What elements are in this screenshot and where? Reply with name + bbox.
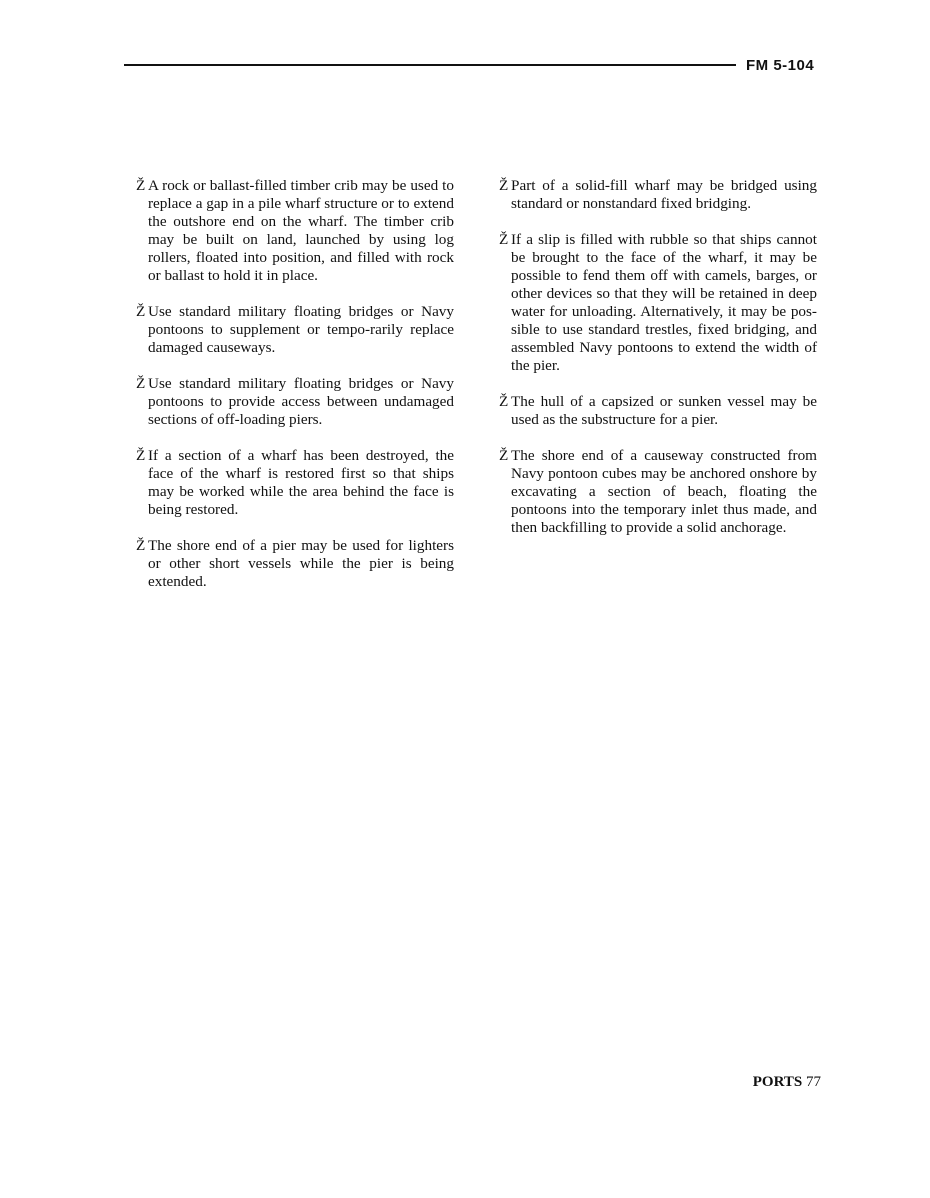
bullet-item bbox=[499, 447, 817, 537]
bullet-item bbox=[499, 231, 817, 375]
bullet-icon: Ž bbox=[136, 303, 146, 320]
bullet-item bbox=[136, 177, 454, 285]
bullet-text: The shore end of a pier may be used for lighters or other short vessels while the pier is being extended. bbox=[148, 537, 454, 590]
bullet-item bbox=[136, 303, 454, 357]
bullet-text: The hull of a capsized or sunken vessel may be used as the substructure for a pier. bbox=[511, 393, 817, 428]
bullet-item bbox=[499, 393, 817, 429]
bullet-icon: Ž bbox=[499, 447, 509, 464]
right-column bbox=[499, 177, 817, 555]
bullet-item bbox=[136, 447, 454, 519]
bullet-icon: Ž bbox=[136, 177, 146, 194]
bullet-text: If a slip is filled with rubble so that ships cannot be brought to the face of the wharf, it may be possible to fend them off with camels, barges, or other devices so that they will be retained in deep water for unloading. Alternatively, it may be pos-sible to use standard trestles, fixed bridging, and assembled Navy pontoons to extend the width of the pier. bbox=[511, 231, 817, 374]
bullet-icon: Ž bbox=[499, 231, 509, 248]
bullet-text: The shore end of a causeway constructed from Navy pontoon cubes may be anchored onshore by excavating a section of beach, floating the pontoons into the temporary inlet thus made, and then backfilling to provide a solid anchorage. bbox=[511, 447, 817, 536]
bullet-item bbox=[499, 177, 817, 213]
bullet-item bbox=[136, 375, 454, 429]
bullet-icon: Ž bbox=[499, 393, 509, 410]
bullet-text: Use standard military floating bridges or Navy pontoons to provide access between undamaged sections of off-loading piers. bbox=[148, 375, 454, 428]
bullet-icon: Ž bbox=[136, 537, 146, 554]
bullet-text: A rock or ballast-filled timber crib may be used to replace a gap in a pile wharf structure or to extend the outshore end on the wharf. The timber crib may be built on land, launched by using log rollers, floated into position, and filled with rock or ballast to hold it in place. bbox=[148, 177, 454, 284]
bullet-icon: Ž bbox=[499, 177, 509, 194]
manual-code: FM 5-104 bbox=[746, 57, 815, 74]
bullet-text: If a section of a wharf has been destroyed, the face of the wharf is restored first so that ships may be worked while the area behind the face is being restored. bbox=[148, 447, 454, 518]
bullet-text: Use standard military floating bridges or Navy pontoons to supplement or tempo-rarily replace damaged causeways. bbox=[148, 303, 454, 356]
bullet-icon: Ž bbox=[136, 375, 146, 392]
header-rule bbox=[124, 64, 736, 66]
bullet-icon: Ž bbox=[136, 447, 146, 464]
page-footer bbox=[753, 1074, 821, 1091]
page-number: 77 bbox=[806, 1074, 821, 1090]
left-column bbox=[136, 177, 454, 609]
bullet-item bbox=[136, 537, 454, 591]
section-label: PORTS bbox=[752, 1074, 803, 1090]
bullet-text: Part of a solid-fill wharf may be bridged using standard or nonstandard fixed bridging. bbox=[511, 177, 817, 212]
